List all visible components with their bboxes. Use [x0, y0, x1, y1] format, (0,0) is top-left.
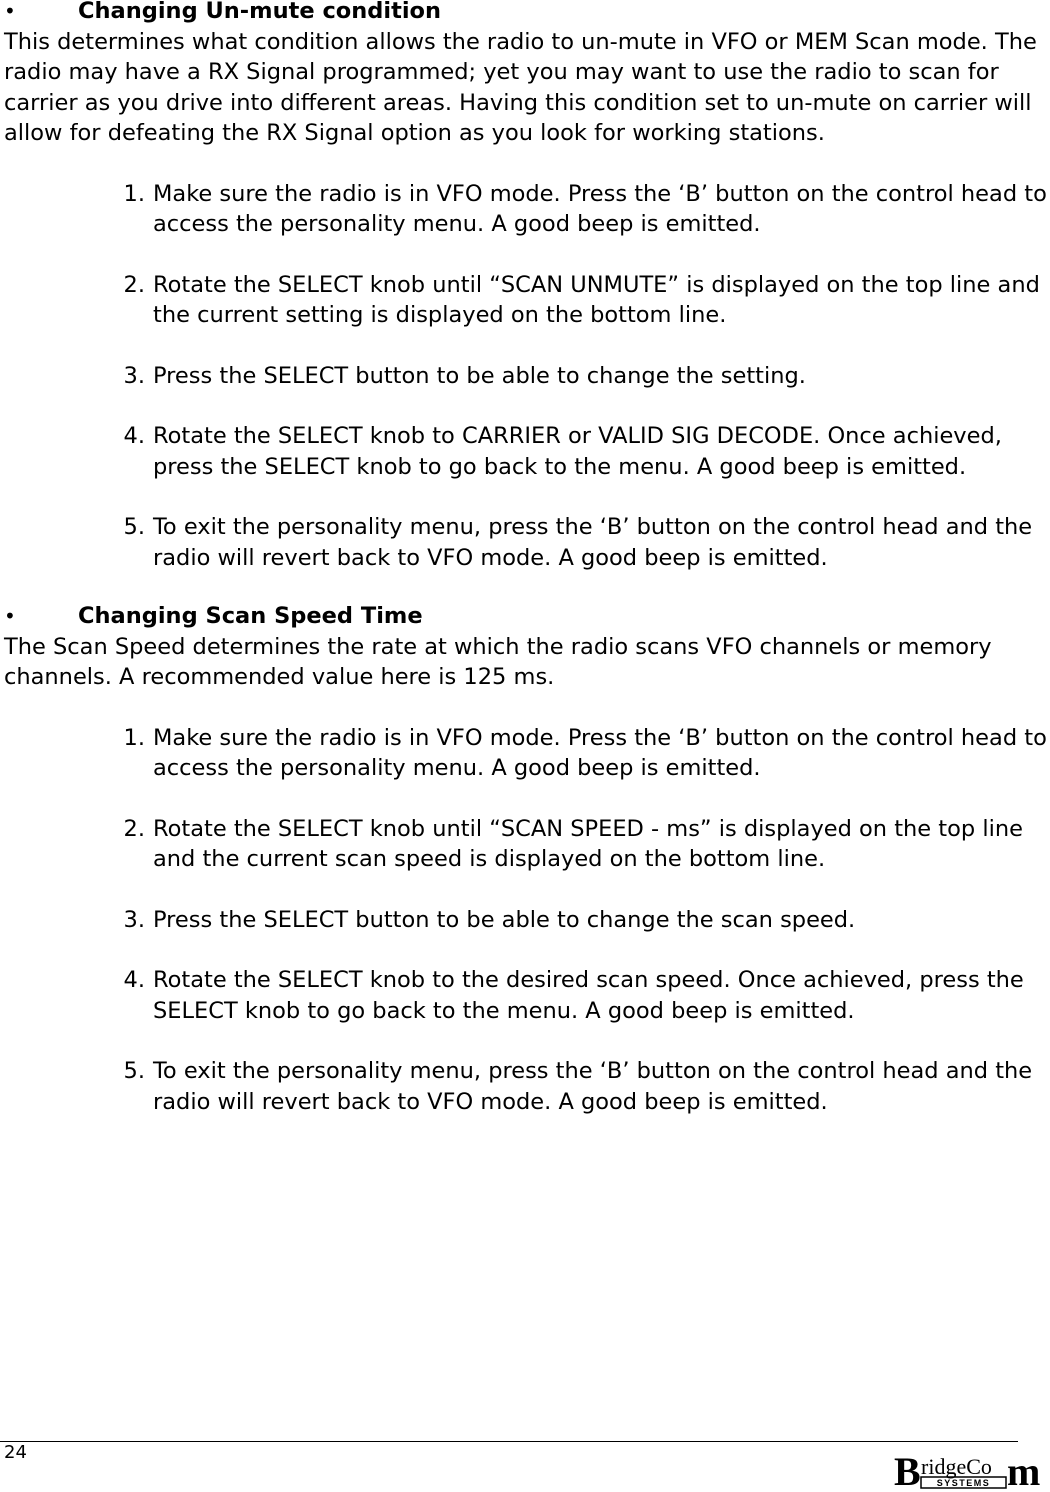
bullet-icon: • — [4, 604, 16, 628]
step-number: 3. — [123, 906, 145, 933]
step-item — [4, 965, 1048, 1026]
step-item — [4, 1056, 1048, 1117]
step-item — [4, 723, 1048, 784]
step-list — [4, 179, 1048, 574]
logo-subtext: SYSTEMS — [936, 1478, 991, 1488]
section-intro: The Scan Speed determines the rate at which the radio scans VFO channels or memory channels. A recommended value here is 125 ms. — [4, 633, 992, 690]
step-item — [4, 421, 1048, 482]
document-page — [4, 0, 1048, 1117]
step-text: Rotate the SELECT knob to CARRIER or VALID SIG DECODE. Once achieved, press the SELECT knob to go back to the menu. A good beep is emitted. — [153, 423, 1002, 480]
step-number: 2. — [123, 271, 145, 298]
bullet-icon: • — [4, 0, 16, 23]
section-heading-unmute — [4, 0, 1048, 27]
step-text: To exit the personality menu, press the ‘B’ button on the control head and the radio will revert back to VFO mode. A good beep is emitted. — [153, 1058, 1033, 1115]
step-text: Press the SELECT button to be able to change the scan speed. — [153, 906, 856, 933]
section-heading-scan-speed — [4, 601, 1048, 632]
step-text: To exit the personality menu, press the ‘B’ button on the control head and the radio will revert back to VFO mode. A good beep is emitted. — [153, 514, 1033, 571]
step-number: 4. — [123, 423, 145, 449]
logo-m-glyph: m — [1007, 1452, 1041, 1492]
step-number: 5. — [123, 514, 145, 540]
step-text: Rotate the SELECT knob until “SCAN SPEED - ms” is displayed on the top line and the current scan speed is displayed on the bottom line. — [153, 815, 1023, 872]
step-item — [4, 512, 1048, 573]
section-title: Changing Scan Speed Time — [78, 603, 423, 629]
step-item — [4, 361, 1048, 392]
step-text: Rotate the SELECT knob until “SCAN UNMUTE” is displayed on the top line and the current setting is displayed on the bottom line. — [153, 271, 1040, 328]
step-item — [4, 814, 1048, 875]
step-list — [4, 723, 1048, 1118]
step-number: 1. — [123, 180, 145, 207]
step-item — [4, 270, 1048, 331]
step-item — [4, 905, 1048, 936]
step-number: 1. — [123, 724, 145, 751]
step-text: Make sure the radio is in VFO mode. Press the ‘B’ button on the control head to access the personality menu. A good beep is emitted. — [153, 180, 1047, 237]
bridgecom-logo — [894, 1452, 1044, 1492]
step-text: Rotate the SELECT knob to the desired scan speed. Once achieved, press the SELECT knob to go back to the menu. A good beep is emitted. — [153, 967, 1024, 1024]
logo-b-glyph: B — [894, 1452, 921, 1492]
section-title: Changing Un-mute condition — [78, 0, 442, 24]
step-number: 2. — [123, 815, 145, 842]
page-number: 24 — [4, 1442, 27, 1463]
section-intro: This determines what condition allows the radio to un-mute in VFO or MEM Scan mode. The radio may have a RX Signal programmed; yet you may want to use the radio to scan for carrier as you drive into different areas. Having this condition set to un-mute on carrier will allow for defeating the RX Signal option as you look for working stations. — [4, 28, 1037, 146]
logo-wordmark: ridgeCo — [921, 1454, 992, 1479]
step-number: 4. — [123, 967, 145, 993]
step-item — [4, 179, 1048, 240]
footer-rule — [0, 1441, 1018, 1442]
step-text: Press the SELECT button to be able to change the setting. — [153, 362, 806, 389]
step-number: 3. — [123, 362, 145, 389]
step-text: Make sure the radio is in VFO mode. Press the ‘B’ button on the control head to access the personality menu. A good beep is emitted. — [153, 724, 1047, 781]
step-number: 5. — [123, 1058, 145, 1084]
